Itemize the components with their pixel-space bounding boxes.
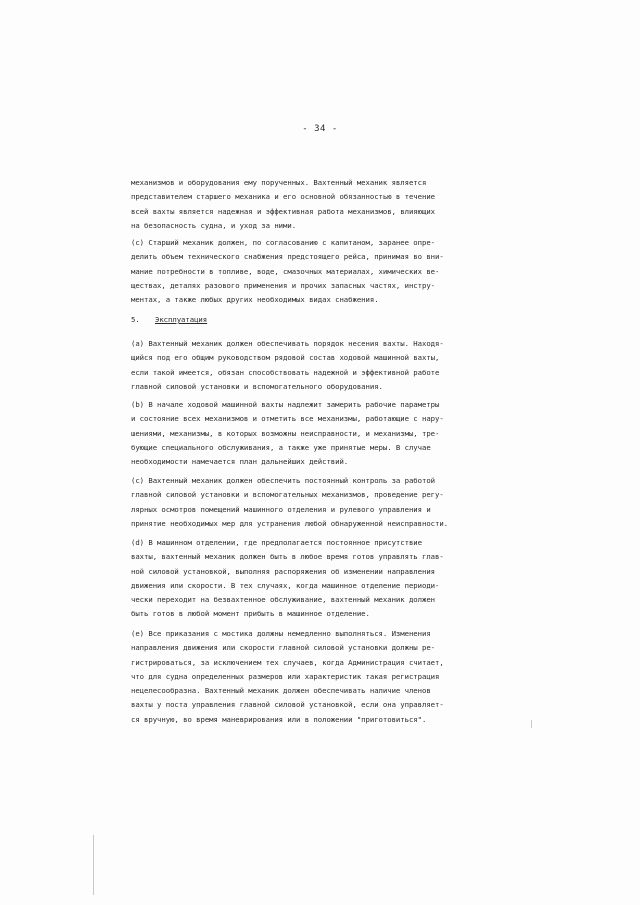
paragraph-e-bridge-orders — [131, 627, 481, 727]
text-line: всей вахты является надежная и эффективная работа механизмов, влияющих — [131, 206, 436, 216]
text-line: и состояние всех механизмов и отметить все механизмы, работающие с нару- — [131, 414, 444, 424]
text-line: бующие специального обслуживания, а также уже принятые меры. В случае — [131, 442, 431, 452]
text-line: что для судна определенных размеров или характеристик такая регистрация — [131, 671, 440, 681]
scan-speck — [531, 720, 532, 728]
text-line: главной силовой установки и вспомогательного оборудования. — [131, 381, 383, 391]
text-line: (a) Вахтенный механик должен обеспечивать порядок несения вахты. Находя- — [131, 339, 444, 348]
paragraph-a-watch-order — [131, 337, 481, 394]
text-line: главной силовой установки и вспомогательных механизмов, проведение регу- — [131, 490, 444, 500]
text-line: (c) Вахтенный механик должен обеспечить постоянный контроль за работой — [131, 476, 436, 485]
paragraph-c-supplies — [131, 236, 481, 307]
paragraph-c-monitoring — [131, 474, 481, 531]
text-line: делить объем технического снабжения предстоящего рейса, принимая во вни- — [131, 252, 444, 262]
text-line: гистрироваться, за исключением тех случаев, когда Администрация считает, — [131, 657, 444, 667]
text-line: щийся под его общим руководством рядовой состав ходовой машинной вахты, — [131, 353, 440, 363]
text-line: механизмов и оборудования ему порученных. Вахтенный механик является — [131, 178, 427, 187]
text-line: ментах, а также любых других необходимых видах снабжения. — [131, 295, 379, 305]
text-line: ществах, деталях разового применения и прочих запасных частях, инстру- — [131, 280, 436, 290]
text-line: (c) Старший механик должен, по согласованию с капитаном, заранее опре- — [131, 238, 436, 247]
section-number: 5. — [131, 315, 140, 324]
text-line: вахты у поста управления главной силовой установкой, если она управляет- — [131, 700, 444, 710]
text-line: ся вручную, во время маневрирования или в положении "приготовиться". — [131, 714, 427, 724]
text-line: принятие необходимых мер для устранения любой обнаруженной неисправности. — [131, 518, 449, 528]
text-line: (b) В начале ходовой машинной вахты надлежит замерить рабочие параметры — [131, 400, 440, 409]
text-line: (d) В машинном отделении, где предполагается постоянное присутствие — [131, 538, 422, 547]
text-line: шениями, механизмы, в которых возможны неисправности, и механизмы, тре- — [131, 428, 440, 438]
text-line: вахты, вахтенный механик должен быть в любое время готов управлять глав- — [131, 552, 444, 562]
text-line: направления движения или скорости главной силовой установки должны ре- — [131, 643, 436, 653]
paragraph-b-watch-start — [131, 398, 481, 469]
section-heading — [131, 313, 481, 327]
text-line: быть готов в любой момент прибыть в машинное отделение. — [131, 609, 370, 619]
paragraph-d-engine-room — [131, 536, 481, 622]
paragraph-continuation — [131, 176, 481, 233]
text-line: (e) Все приказания с мостика должны немедленно выполняться. Изменения — [131, 629, 431, 638]
page-number: - 34 - — [302, 124, 338, 134]
text-line: нецелесообразна. Вахтенный механик должен обеспечивать наличие членов — [131, 686, 431, 696]
scan-margin-mark — [93, 835, 94, 895]
text-line: лярных осмотров помещений машинного отделения и рулевого управления и — [131, 504, 431, 514]
text-line: представителем старшего механика и его основной обязанностью в течение — [131, 192, 436, 202]
text-line: ной силовой установкой, выполняя распоряжения об изменении направления — [131, 566, 436, 576]
section-title: Эксплуатация — [155, 315, 208, 324]
text-line: необходимости намечается план дальнейших действий. — [131, 457, 349, 467]
text-line: если такой имеется, обязан способствовать надежной и эффективной работе — [131, 367, 440, 377]
text-line: чески переходит на безвахтенное обслуживание, вахтенный механик должен — [131, 595, 436, 605]
text-line: мание потребности в топливе, воде, смазочных материалах, химических ве- — [131, 266, 440, 276]
text-line: движения или скорости. В тех случаях, когда машинное отделение периоди- — [131, 580, 440, 590]
text-line: на безопасность судна, и уход за ними. — [131, 220, 297, 230]
